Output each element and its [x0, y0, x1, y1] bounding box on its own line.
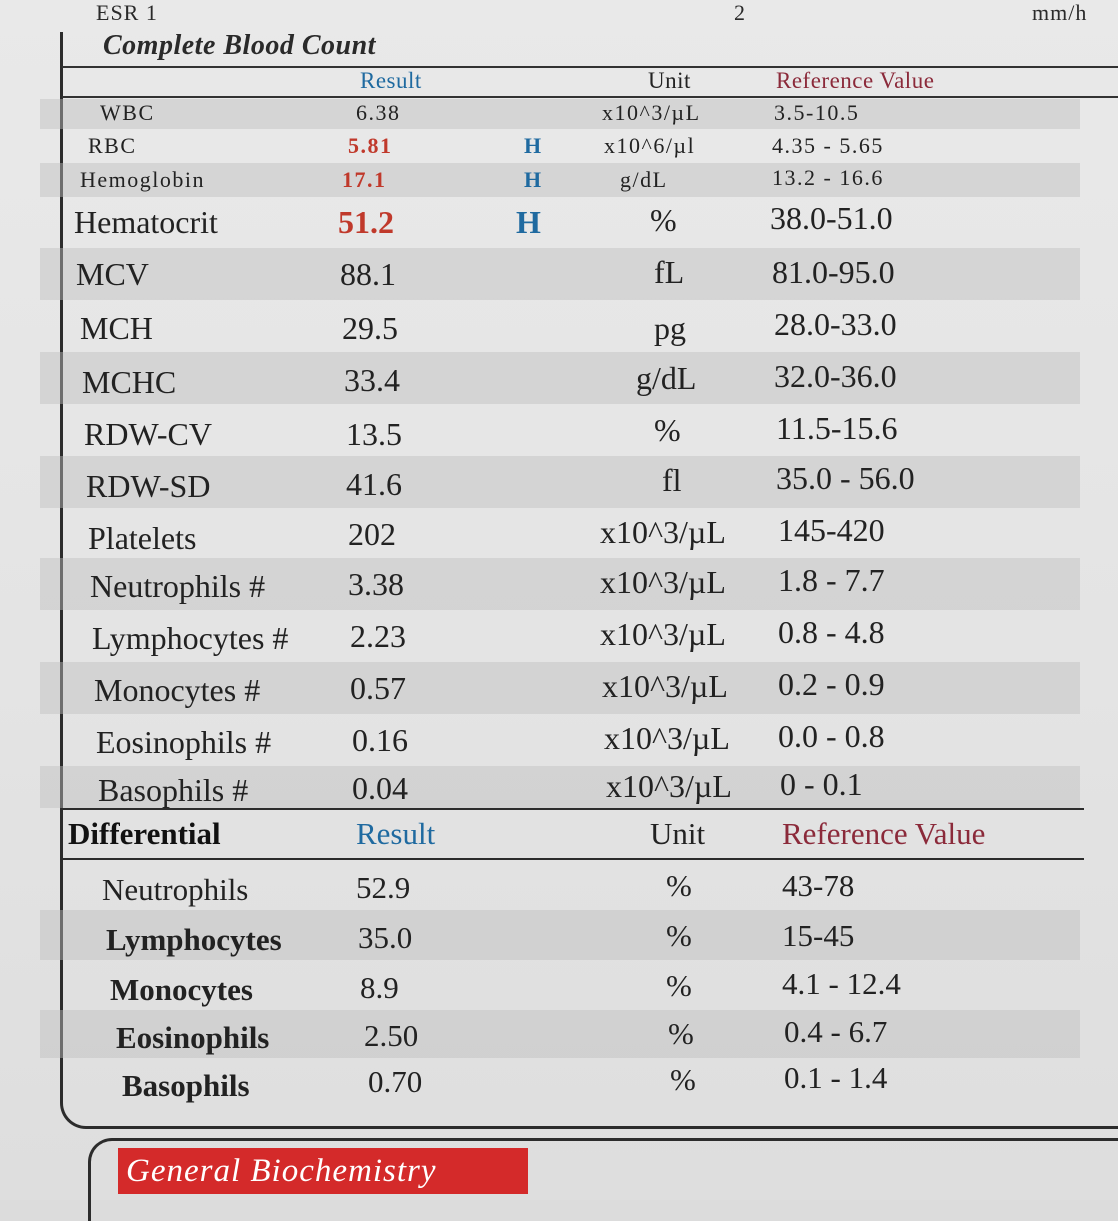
- table-row: [40, 248, 1080, 300]
- row-name: Lymphocytes: [106, 922, 282, 957]
- cbc-header-reference: Reference Value: [776, 68, 935, 93]
- row-reference: 0.8 - 4.8: [778, 614, 885, 650]
- row-name: Monocytes: [110, 972, 253, 1007]
- row-reference: 0.1 - 1.4: [784, 1060, 888, 1095]
- row-unit: x10^3/µL: [606, 768, 732, 804]
- row-reference: 4.35 - 5.65: [772, 133, 884, 158]
- cbc-header-result: Result: [360, 68, 422, 93]
- row-unit: pg: [654, 310, 686, 346]
- row-name: Hemoglobin: [80, 167, 205, 192]
- row-reference: 15-45: [782, 918, 855, 953]
- row-flag: H: [524, 167, 543, 192]
- row-name: Basophils: [122, 1068, 250, 1103]
- row-unit: %: [670, 1062, 696, 1097]
- row-result: 2.50: [364, 1018, 419, 1053]
- row-result: 51.2: [338, 204, 394, 240]
- table-row: [40, 960, 1080, 1010]
- row-result: 6.38: [356, 100, 401, 125]
- row-result: 0.04: [352, 770, 408, 806]
- row-result: 202: [348, 516, 396, 552]
- row-unit: %: [650, 202, 677, 238]
- row-name: RBC: [88, 133, 137, 158]
- row-unit: x10^6/µl: [604, 133, 696, 158]
- row-reference: 81.0-95.0: [772, 254, 895, 290]
- row-name: MCHC: [82, 364, 177, 400]
- row-reference: 0 - 0.1: [780, 766, 863, 802]
- table-row: [40, 198, 1080, 248]
- row-unit: x10^3/µL: [600, 514, 726, 550]
- row-reference: 32.0-36.0: [774, 358, 897, 394]
- row-unit: %: [654, 412, 681, 448]
- row-result: 2.23: [350, 618, 406, 654]
- row-reference: 43-78: [782, 868, 855, 903]
- table-row: [40, 714, 1080, 766]
- cbc-title: Complete Blood Count: [103, 30, 376, 61]
- row-name: MCV: [76, 256, 149, 292]
- biochemistry-title: General Biochemistry: [118, 1148, 528, 1194]
- row-name: Hematocrit: [74, 204, 218, 240]
- row-reference: 3.5-10.5: [774, 100, 860, 125]
- row-name: Basophils #: [98, 772, 249, 808]
- table-row: [40, 662, 1080, 714]
- row-unit: %: [666, 968, 692, 1003]
- header-divider-bottom: [62, 96, 1118, 98]
- row-name: Platelets: [88, 520, 197, 556]
- row-name: Eosinophils #: [96, 724, 272, 760]
- table-row: [40, 404, 1080, 456]
- row-reference: 145-420: [778, 512, 885, 548]
- row-result: 33.4: [344, 362, 400, 398]
- row-name: Eosinophils: [116, 1020, 270, 1055]
- row-reference: 0.4 - 6.7: [784, 1014, 888, 1049]
- row-name: Lymphocytes #: [92, 620, 289, 656]
- row-result: 5.81: [348, 133, 393, 158]
- table-row: [40, 610, 1080, 662]
- table-row: [40, 860, 1080, 910]
- row-result: 52.9: [356, 870, 411, 905]
- esr-unit: mm/h: [1032, 0, 1088, 25]
- row-unit: %: [668, 1016, 694, 1051]
- row-unit: x10^3/µL: [604, 720, 730, 756]
- differential-header-result: Result: [356, 816, 436, 851]
- table-row: [40, 508, 1080, 558]
- esr-value: 2: [734, 0, 746, 25]
- esr-name: ESR 1: [96, 0, 158, 25]
- row-unit: %: [666, 918, 692, 953]
- row-result: 88.1: [340, 256, 396, 292]
- table-row: [40, 352, 1080, 404]
- row-unit: x10^3/µL: [600, 616, 726, 652]
- row-result: 17.1: [342, 167, 387, 192]
- row-result: 41.6: [346, 466, 402, 502]
- row-unit: %: [666, 868, 692, 903]
- row-flag: H: [524, 133, 543, 158]
- table-row: [40, 130, 1080, 162]
- differential-header-unit: Unit: [650, 816, 706, 851]
- row-name: Monocytes #: [94, 672, 261, 708]
- table-row: [40, 300, 1080, 352]
- row-unit: g/dL: [620, 167, 668, 192]
- cbc-header-unit: Unit: [648, 68, 691, 93]
- row-reference: 13.2 - 16.6: [772, 165, 884, 190]
- row-result: 0.16: [352, 722, 408, 758]
- row-name: MCH: [80, 310, 153, 346]
- row-unit: fl: [662, 462, 682, 498]
- row-result: 13.5: [346, 416, 402, 452]
- table-row: [40, 558, 1080, 610]
- row-result: 3.38: [348, 566, 404, 602]
- table-row: [40, 766, 1080, 808]
- row-unit: fL: [654, 254, 685, 290]
- row-reference: 38.0-51.0: [770, 200, 893, 236]
- row-flag: H: [516, 204, 541, 240]
- differential-header-reference: Reference Value: [782, 816, 986, 851]
- row-result: 8.9: [360, 970, 399, 1005]
- table-row: [40, 1010, 1080, 1058]
- row-unit: g/dL: [636, 360, 697, 396]
- row-result: 35.0: [358, 920, 413, 955]
- row-unit: x10^3/µL: [602, 668, 728, 704]
- row-result: 29.5: [342, 310, 398, 346]
- row-unit: x10^3/µL: [602, 100, 701, 125]
- row-reference: 0.2 - 0.9: [778, 666, 885, 702]
- row-name: RDW-SD: [86, 468, 211, 504]
- row-unit: x10^3/µL: [600, 564, 726, 600]
- row-name: Neutrophils: [102, 872, 249, 907]
- row-reference: 1.8 - 7.7: [778, 562, 885, 598]
- row-result: 0.70: [368, 1064, 423, 1099]
- row-name: RDW-CV: [84, 416, 212, 452]
- row-reference: 4.1 - 12.4: [782, 966, 901, 1001]
- row-result: 0.57: [350, 670, 406, 706]
- row-name: Neutrophils #: [90, 568, 266, 604]
- row-reference: 11.5-15.6: [776, 410, 898, 446]
- table-row: [40, 910, 1080, 960]
- table-row: [40, 99, 1080, 129]
- row-reference: 0.0 - 0.8: [778, 718, 885, 754]
- esr-row: [0, 0, 1118, 30]
- table-row: [40, 1058, 1080, 1106]
- table-row: [40, 456, 1080, 508]
- table-row: [40, 163, 1080, 197]
- row-reference: 28.0-33.0: [774, 306, 897, 342]
- header-divider-top: [62, 66, 1118, 68]
- differential-title: Differential: [68, 816, 221, 851]
- row-reference: 35.0 - 56.0: [776, 460, 915, 496]
- row-name: WBC: [100, 100, 155, 125]
- differential-header: [60, 808, 1084, 860]
